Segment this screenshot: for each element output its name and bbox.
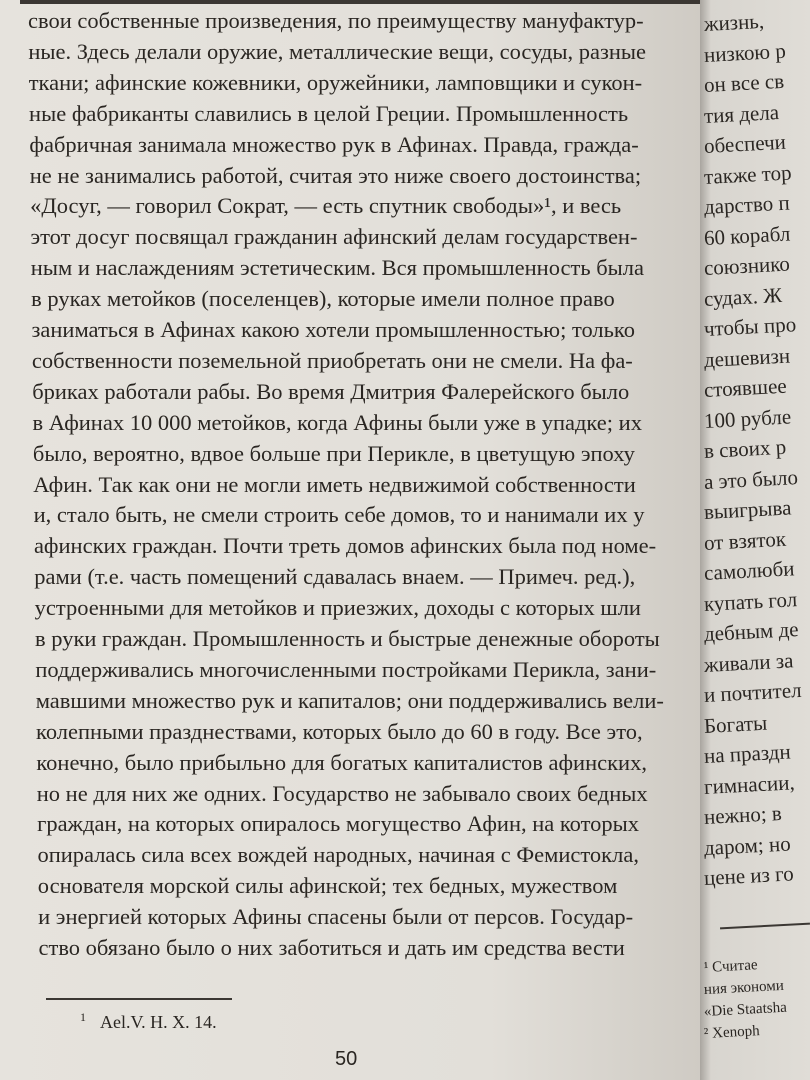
right-footnote-line: ¹ Считае	[703, 957, 759, 976]
text-line: ство обязано было о них заботиться и дать им средства вести	[38, 935, 625, 960]
right-text-line: на праздн	[703, 739, 792, 768]
text-line: рами (т.е. часть помещений сдавалась внаем. — Примеч. ред.),	[34, 564, 636, 590]
text-line: граждан, на которых опиралось могущество Афин, на которых	[37, 811, 640, 837]
right-text-line: 100 рубле	[703, 403, 792, 433]
right-footnote-line: ² Xenoph	[703, 1023, 761, 1042]
right-text-line: союзнико	[703, 251, 791, 280]
text-line: конечно, было прибыльно для богатых капиталистов афинских,	[36, 749, 647, 775]
text-line: колепными празднествами, которых было до 60 в году. Все это,	[36, 718, 643, 744]
right-text-line: Богаты	[703, 710, 768, 738]
text-line: бриках работали рабы. Во время Дмитрия Фалерейского было	[32, 378, 630, 404]
text-line: Афин. Так как они не могли иметь недвижимой собственности	[33, 471, 636, 497]
text-line: и энергией которых Афины спасены были от персов. Государ-	[38, 904, 634, 930]
right-text-line: даром; но	[703, 830, 792, 860]
right-text-line: 60 корабл	[703, 220, 791, 250]
text-line: устроенными для метойков и приезжих, доходы с которых шли	[34, 595, 641, 621]
text-line: «Досуг, — говорил Сократ, — есть спутник свободы»¹, и весь	[30, 193, 622, 219]
footnote	[80, 1010, 217, 1033]
text-line: афинских граждан. Почти треть домов афинских была под номе-	[33, 533, 657, 559]
right-footnote-divider	[720, 923, 810, 930]
right-text-line: дебным де	[703, 617, 800, 646]
right-text-line: обеспечи	[703, 129, 787, 158]
right-text-line: от взяток	[703, 526, 787, 555]
right-text-line: дарство п	[703, 190, 791, 219]
text-line: собственности поземельной приобретать они не смели. На фа-	[31, 347, 633, 373]
right-text-line: самолюби	[703, 556, 795, 585]
footnote-divider	[46, 998, 232, 1000]
right-text-line: гимнасии,	[703, 769, 796, 799]
top-rule	[20, 0, 700, 4]
text-line: свои собственные произведения, по преимуществу мануфактур-	[28, 8, 644, 33]
right-text-line: стоявшее	[703, 373, 788, 402]
text-line: и, стало быть, не смели строить себе домов, то и нанимали их у	[33, 502, 645, 528]
text-line: но не для них же одних. Государство не забывало своих бедных	[36, 780, 648, 806]
right-text-line: тия дела	[703, 99, 780, 128]
right-text-line: жизнь,	[703, 8, 765, 36]
right-text-line: также тор	[703, 159, 793, 189]
right-text-line: а это было	[703, 464, 799, 494]
text-line: в Афинах 10 000 метойков, когда Афины были уже в упадке; их	[32, 409, 642, 435]
text-line: мавшими множество рук и капиталов; они поддерживались вели-	[35, 687, 664, 713]
right-text-line: нежно; в	[703, 800, 783, 829]
text-line: ные фабриканты славились в целой Греции. Промышленность	[29, 100, 629, 126]
page-number: 50	[335, 1048, 358, 1070]
text-line: ткани; афинские кожевники, оружейники, ламповщики и сукон-	[28, 69, 643, 95]
text-line: заниматься в Афинах какою хотели промышленностью; только	[31, 317, 635, 342]
text-line: в руках метойков (поселенцев), которые имели полное право	[31, 286, 615, 312]
text-line: фабричная занимала множество рук в Афинах. Правда, гражда-	[29, 131, 639, 157]
text-line: этот досуг посвящал гражданин афинский делам государствен-	[30, 224, 638, 250]
footnote-text: Ael.V. H. X. 14.	[100, 1012, 217, 1032]
text-line: основателя морской силы афинской; тех бедных, мужеством	[37, 873, 618, 899]
text-line: поддерживались многочисленными постройками Перикла, зани-	[35, 656, 657, 682]
text-line: ным и наслаждениям эстетическим. Вся промышленность была	[30, 255, 644, 281]
right-text-line: низкою р	[703, 38, 787, 67]
right-page	[700, 0, 810, 1080]
text-line: опиралась сила всех вождей народных, начиная с Фемистокла,	[37, 842, 639, 868]
right-text-line: судах. Ж	[703, 282, 783, 311]
right-text-line: выигрыва	[703, 495, 792, 524]
text-line: не не занимались работой, считая это ниже своего достоинства;	[29, 162, 642, 188]
right-text-line: дешевизн	[703, 343, 791, 372]
right-text-line: он все св	[703, 68, 785, 97]
right-text-line: чтобы про	[703, 312, 797, 341]
right-footnote-line: «Die Staatsha	[703, 999, 788, 1020]
text-line: ные. Здесь делали оружие, металлические вещи, сосуды, разные	[28, 38, 646, 64]
text-line: в руки граждан. Промышленность и быстрые денежные обороты	[35, 626, 660, 651]
right-text-line: и почтител	[703, 677, 803, 707]
right-text-line: цене из го	[703, 861, 795, 890]
right-text-line: купать гол	[703, 586, 798, 616]
right-text-line: в своих р	[703, 434, 787, 463]
right-footnote-line: ния экономи	[703, 977, 785, 998]
footnote-mark: 1	[80, 1010, 86, 1024]
right-text-line: живали за	[703, 647, 794, 677]
text-line: было, вероятно, вдвое больше при Перикле, в цветущую эпоху	[32, 440, 635, 466]
